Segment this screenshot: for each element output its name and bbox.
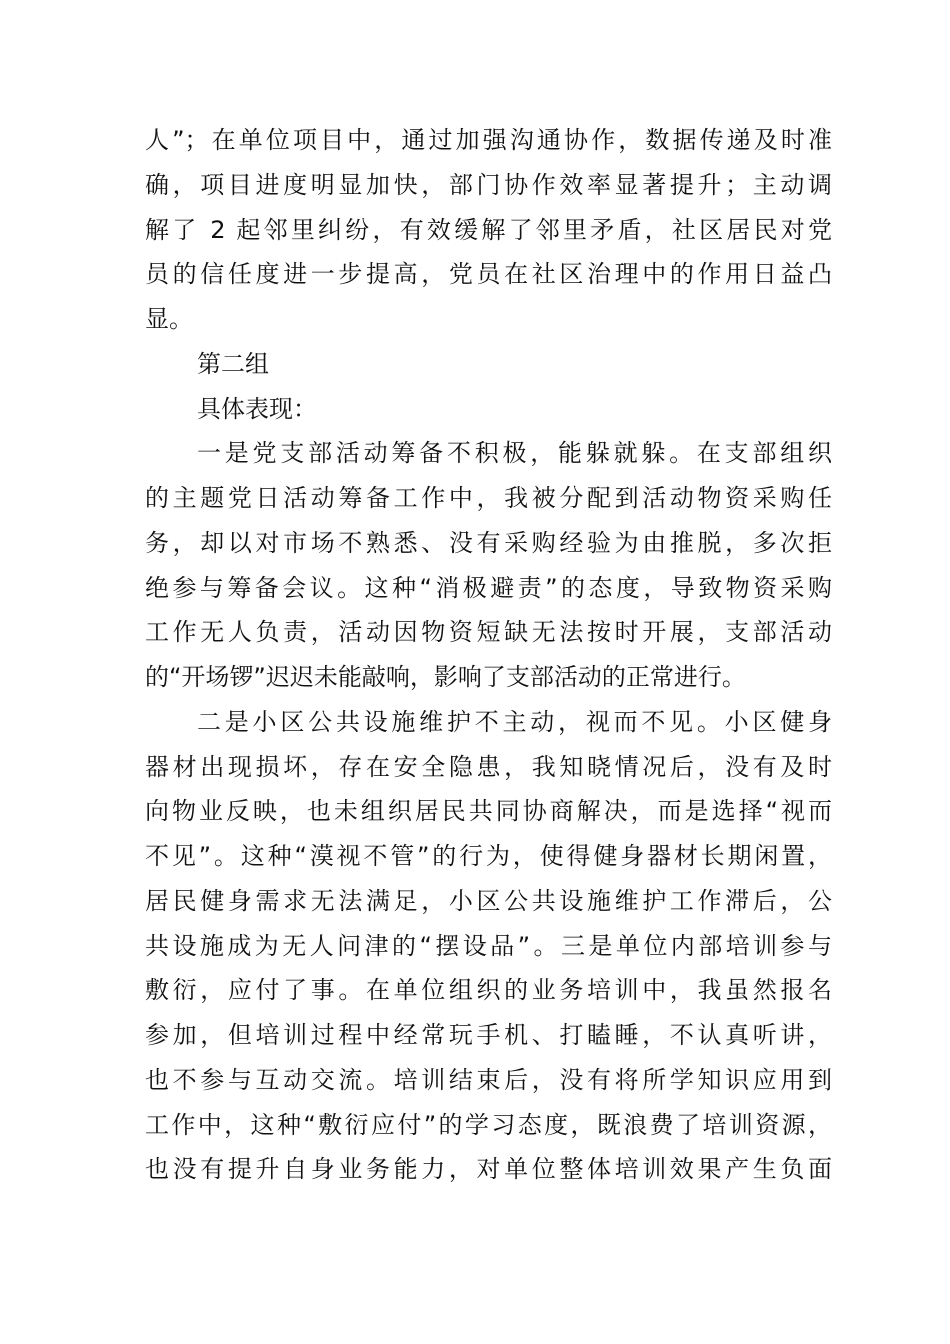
- text-line: 绝参与筹备会议。这种“消极避责”的态度，导致物资采购: [145, 573, 832, 602]
- text-line: 员的信任度进一步提高，党员在社区治理中的作用日益凸: [145, 260, 832, 289]
- text-line: 器材出现损坏，存在安全隐患，我知晓情况后，没有及时: [145, 752, 832, 781]
- text-line: 显。: [145, 305, 193, 333]
- text-line: 也不参与互动交流。培训结束后，没有将所学知识应用到: [145, 1065, 832, 1094]
- text-line: 工作中，这种“敷衍应付”的学习态度，既浪费了培训资源，: [145, 1110, 832, 1139]
- text-line: 的“开场锣”迟迟未能敲响，影响了支部活动的正常进行。: [145, 663, 746, 691]
- document-body: [145, 118, 832, 1192]
- text-line: 工作无人负责，活动因物资短缺无法按时开展，支部活动: [145, 618, 832, 647]
- text-line: 确，项目进度明显加快，部门协作效率显著提升；主动调: [145, 170, 832, 199]
- text-line: 参加，但培训过程中经常玩手机、打瞌睡，不认真听讲，: [145, 1021, 832, 1049]
- text-line: 不见”。这种“漠视不管”的行为，使得健身器材长期闲置，: [145, 842, 832, 870]
- text-line: 二是小区公共设施维护不主动，视而不见。小区健身: [197, 707, 832, 736]
- text-line: 务，却以对市场不熟悉、没有采购经验为由推脱，多次拒: [145, 528, 832, 557]
- text-line: 向物业反映，也未组织居民共同协商解决，而是选择“视而: [145, 797, 832, 826]
- text-line: 一是党支部活动筹备不积极，能躲就躲。在支部组织: [197, 439, 832, 468]
- text-line: 人”；在单位项目中，通过加强沟通协作，数据传递及时准: [145, 126, 832, 154]
- text-line: 敷衍，应付了事。在单位组织的业务培训中，我虽然报名: [145, 976, 832, 1005]
- text-line: 居民健身需求无法满足，小区公共设施维护工作滞后，公: [145, 886, 832, 915]
- text-line: 共设施成为无人问津的“摆设品”。三是单位内部培训参与: [145, 931, 832, 960]
- text-line: 解了 2 起邻里纠纷，有效缓解了邻里矛盾，社区居民对党: [145, 215, 832, 244]
- text-line: 具体表现：: [197, 394, 317, 423]
- section-heading: 第二组: [197, 349, 269, 378]
- text-line: 也没有提升自身业务能力，对单位整体培训效果产生负面: [145, 1155, 832, 1184]
- text-line: 的主题党日活动筹备工作中，我被分配到活动物资采购任: [145, 484, 832, 512]
